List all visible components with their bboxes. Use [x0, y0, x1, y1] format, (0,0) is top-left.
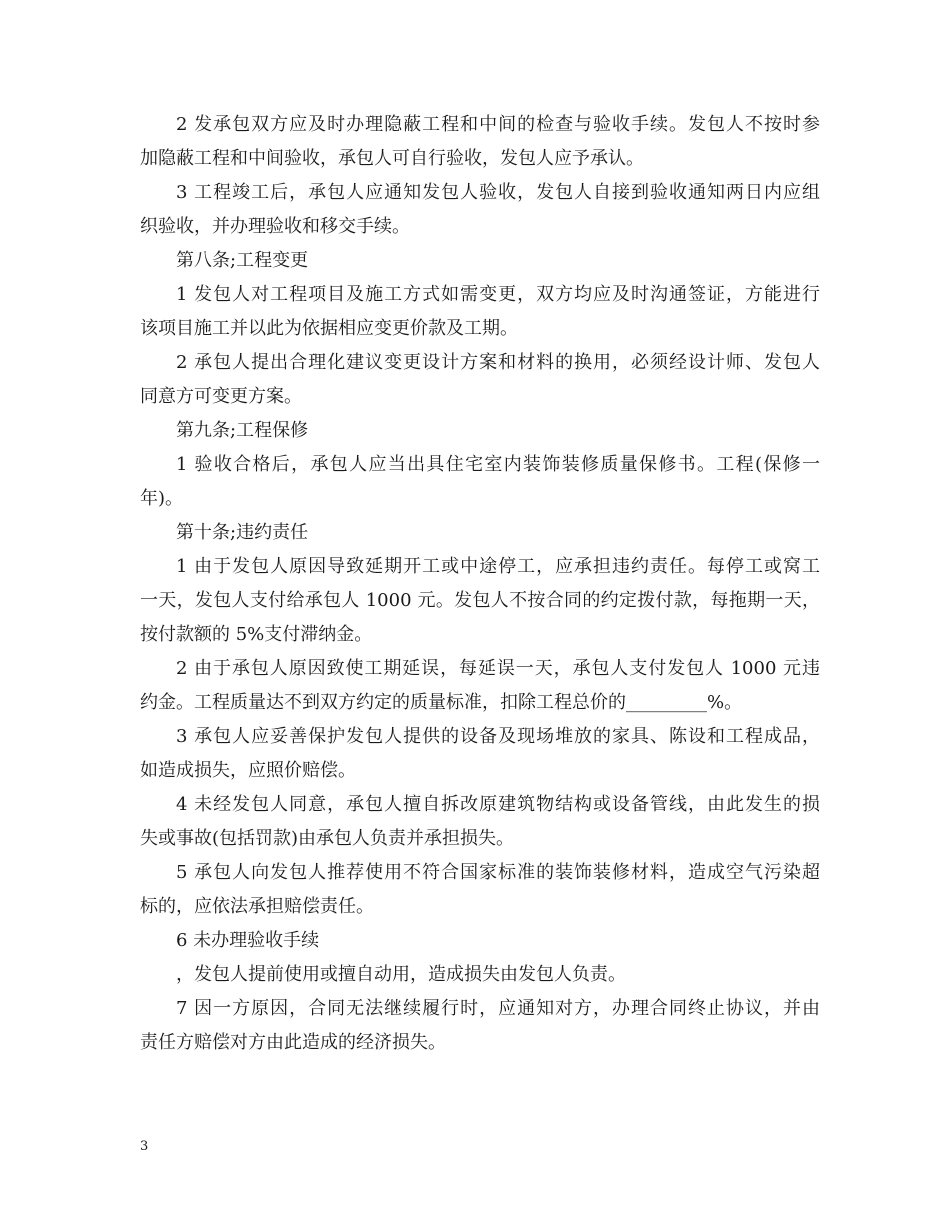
- section-heading: 第十条;违约责任: [176, 522, 309, 543]
- paragraph-line: 责任方赔偿对方由此造成的经济损失。: [140, 1032, 446, 1053]
- paragraph-line: 3 承包人应妥善保护发包人提供的设备及现场堆放的家具、陈设和工程成品，: [176, 726, 820, 747]
- paragraph-line: 3 工程竣工后，承包人应通知发包人验收，发包人自接到验收通知两日内应组: [176, 182, 820, 203]
- page-number: 3: [140, 1139, 149, 1154]
- document-body: [140, 113, 820, 1065]
- paragraph-line: 5 承包人向发包人推荐使用不符合国家标准的装饰装修材料，造成空气污染超: [176, 862, 820, 883]
- paragraph-line: 该项目施工并以此为依据相应变更价款及工期。: [140, 318, 518, 339]
- paragraph-line: 加隐蔽工程和中间验收，承包人可自行验收，发包人应予承认。: [140, 148, 644, 169]
- section-heading: 第八条;工程变更: [176, 250, 309, 271]
- paragraph-line: 织验收，并办理验收和移交手续。: [140, 216, 410, 237]
- paragraph-line: 失或事故(包括罚款)由承包人负责并承担损失。: [140, 828, 515, 849]
- paragraph-line: ，发包人提前使用或擅自动用，造成损失由发包人负责。: [176, 964, 626, 985]
- paragraph-line: 年)。: [140, 488, 184, 509]
- paragraph-line: 1 由于发包人原因导致延期开工或中途停工，应承担违约责任。每停工或窝工: [176, 556, 820, 577]
- paragraph-line: 7 因一方原因，合同无法继续履行时，应通知对方，办理合同终止协议，并由: [176, 998, 820, 1019]
- paragraph-line: 一天，发包人支付给承包人 1000 元。发包人不按合同的约定拨付款，每拖期一天，: [140, 590, 820, 611]
- paragraph-line: 按付款额的 5%支付滞纳金。: [140, 624, 373, 645]
- paragraph-line: 标的，应依法承担赔偿责任。: [140, 896, 374, 917]
- paragraph-line: 1 发包人对工程项目及施工方式如需变更，双方均应及时沟通签证，方能进行: [176, 284, 820, 305]
- paragraph-line: 如造成损失，应照价赔偿。: [140, 760, 356, 781]
- paragraph-line: 2 承包人提出合理化建议变更设计方案和材料的换用，必须经设计师、发包人: [176, 352, 820, 373]
- paragraph-line: 2 由于承包人原因致使工期延误，每延误一天，承包人支付发包人 1000 元违: [176, 658, 820, 679]
- paragraph-line: 同意方可变更方案。: [140, 386, 302, 407]
- section-heading: 第九条;工程保修: [176, 420, 309, 441]
- paragraph-line: 2 发承包双方应及时办理隐蔽工程和中间的检查与验收手续。发包人不按时参: [176, 114, 820, 135]
- paragraph-line: 约金。工程质量达不到双方约定的质量标准，扣除工程总价的_________%。: [140, 692, 743, 713]
- paragraph-line: 6 未办理验收手续: [176, 930, 320, 951]
- paragraph-line: 4 未经发包人同意，承包人擅自拆改原建筑物结构或设备管线，由此发生的损: [176, 794, 820, 815]
- paragraph-line: 1 验收合格后，承包人应当出具住宅室内装饰装修质量保修书。工程(保修一: [176, 454, 820, 475]
